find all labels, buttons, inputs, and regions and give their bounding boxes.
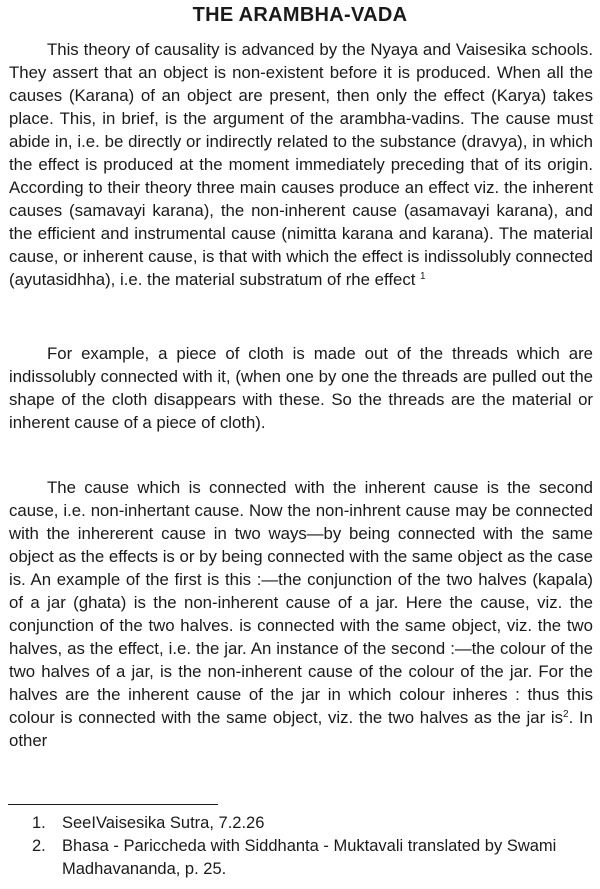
paragraph-3: [9, 476, 593, 752]
footnote-ref-1: 1: [420, 271, 426, 282]
paragraph-1-text: This theory of causality is advanced by the Nyaya and Vaisesika schools. They assert that an object is non-existent before it is produced. When all the causes (Karana) of an object are present, then only the effect (Karya) takes place. This, in brief, is the argument of the arambha-vadins. The cause must abide in, i.e. be directly or indirectly related to the substance (dravya), in which the effect is produced at the moment immediately preceding that of its origin. According to their theory three main causes produce an effect viz. the inherent causes (samavayi karana), the non-inherent cause (asamavayi karana), and the efficient and instrumental cause (nimitta karana and karana). The material cause, or inherent cause, is that with which the effect is indissolubly connected (ayutasidhha), i.e. the material substratum of rhe effect: [9, 40, 593, 289]
footnote-number: 1.: [32, 814, 46, 832]
page-title: THE ARAMBHA-VADA: [192, 4, 408, 26]
footnote-number: 2.: [32, 837, 46, 855]
footnote-2: [14, 835, 594, 881]
paragraph-3-text: The cause which is connected with the inherent cause is the second cause, i.e. non-inhertant cause. Now the non-inhrent cause may be connected with the inhererent cause in two ways—by being connected with the same object as the effects is or by being connected with the same object as the case is. An example of the first is this :—the conjunction of the two halves (kapala) of a jar (ghata) is the non-inherent cause of a jar. Here the cause, viz. the conjunction of the two halves. is connected with the same object, viz. the two halves, as the effect, i.e. the jar. An instance of the second :—the colour of the two halves of a jar, is the non-inherent cause of the colour of the jar. For the halves are the inherent cause of the jar in which colour inheres : thus this colour is connected with the same object, viz. the two halves as the jar is: [9, 478, 593, 727]
paragraph-2: [9, 342, 593, 434]
footnotes: [14, 812, 594, 881]
footnote-1: [14, 812, 594, 835]
paragraph-1: [9, 38, 593, 291]
footnote-ref-2: 2: [563, 709, 569, 720]
footnote-divider: [8, 804, 218, 805]
paragraph-3-text-end: . In other: [9, 708, 593, 750]
footnote-text: Bhasa - Pariccheda with Siddhanta - Muktavali translated by Swami Madhavananda, p. 25.: [62, 837, 557, 878]
footnote-text: SeeIVaisesika Sutra, 7.2.26: [62, 814, 265, 832]
paragraph-2-text: For example, a piece of cloth is made out of the threads which are indissolubly connected with it, (when one by one the threads are pulled out the shape of the cloth disappears with these. So the threads are the material or inherent cause of a piece of cloth).: [9, 344, 593, 432]
